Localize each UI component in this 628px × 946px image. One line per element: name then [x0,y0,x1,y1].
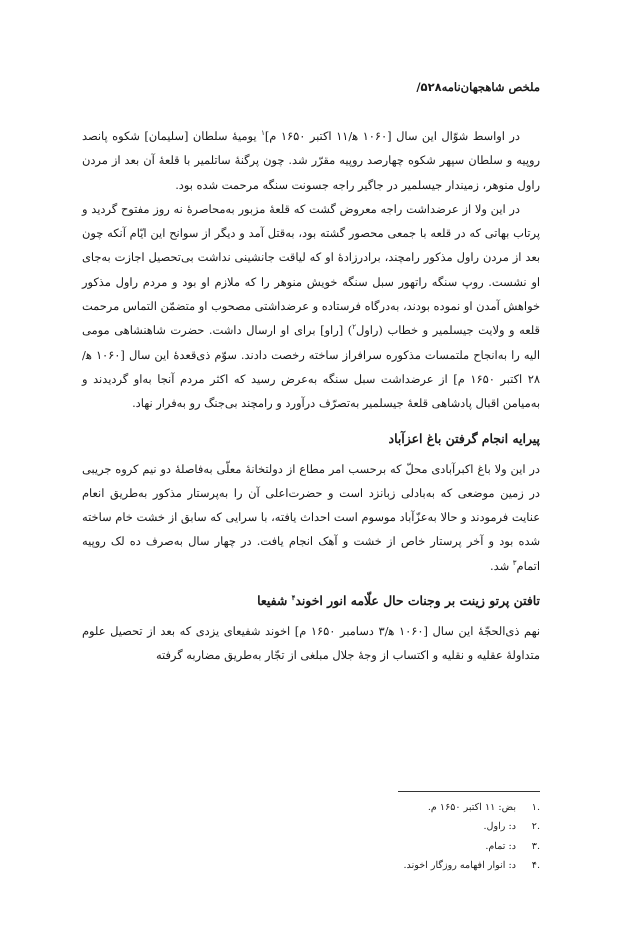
footnote-text: د: انوار افهامه روزگار اخوند. [403,860,516,872]
footnote-ref-4[interactable]: ۴ [291,592,296,602]
text-run: ) [راو] برای او ارسال داشت. حضرت شاهنشاهی مومی الیه را به‌انجاح ملتمسات مذکوره سرافراز ساخته رخصت دادند. سوّم ذی‌قعدهٔ این سال [۱۰۶۰ ه‍/۲۸ اکتبر ۱۶۵۰ م] از عرضداشت سبل سنگه به‌عرض رسید که اکثر مردم آنجا به‌او گردیدند و به‌میامن اقبال پادشاهی قلعهٔ جیسلمیر به‌تصرّف درآورد و رامچند بی‌جنگ رو به‌فرار نهاد. [82,323,541,411]
footnotes [403,798,540,876]
text-run: نهم ذی‌الحجّهٔ این سال [۱۰۶۰ ه‍/۳ دسامبر ۱۶۵۰ م] اخوند شفیعای یزدی که بعد از تحصیل علوم متداولهٔ عقلیه و نقلیه و اکتساب از وجهٔ جلال مبلغی از تجّار به‌طریق مضاربه گرفته [82,624,540,663]
header-title: ملخص شاهجهان‌نامه [441,80,540,94]
footnote-2 [403,817,540,836]
paragraph-1 [82,124,540,197]
section-heading-garden: پیرایه انجام گرفتن باغ اعزآباد [388,430,540,446]
footnote-ref-3[interactable]: ۳ [512,558,517,567]
text-run: در اواسط شوّال این سال [۱۰۶۰ ه‍/۱۱ اکتبر ۱۶۵۰ م] [264,129,520,143]
footnote-text: د: تمام. [485,840,516,852]
paragraph-akhund [82,619,540,668]
page-number: ۵۲۸/ [416,80,442,94]
footnote-number: .۲ [531,821,540,833]
text-run: شد. [490,558,513,573]
section-heading-akhund [82,590,540,612]
footnote-number: .۱ [531,802,540,813]
footnote-ref-2[interactable]: ۲ [352,323,356,332]
text-run: یومیهٔ سلطان [سلیمان] شکوه پانصد روپیه و سلطان سپهر شکوه چهارصد روپیه مقرّر شد. چون پرگنهٔ ساتلمیر با قلعهٔ آن بعد از مردن راول منوهر، زمیندار جیسلمیر در جاگیر راجه جسونت سنگه مرحمت شده بود. [82,129,540,192]
footnote-3 [403,837,540,856]
footnote-ref-1[interactable]: ۱ [261,129,265,138]
footnote-text: بض: ۱۱ اکتبر ۱۶۵۰ م. [427,802,516,813]
heading-run: تافتن پرتو زینت بر وجنات حال علّامه انور اخوند [295,593,540,609]
footnote-text: د: راول. [483,821,516,833]
heading-run: شفیعا [257,593,292,609]
footnote-divider [398,791,540,792]
footnote-1 [403,798,540,817]
text-run: در این ولا باغ اکبرآبادی محلّ که برحسب امر مطاع از دولتخانهٔ معلّی به‌فاصلهٔ دو نیم کروه جریبی در زمین موضعی که به‌بادلی زبانزد است و حضرت‌اعلی آن را به‌پرستار مذکور به‌طریق انعام عنایت فرمودند و حالا به‌عزّآباد موسوم است احداث یافته، با سرایی که سابق از خشت خام ساخته شده بود و آخر پرستار خاص از خشت و آهک انجام یافت. در چهار سال به‌صرف ده لک روپیه اتمام [82,461,540,573]
footnote-number: .۴ [531,860,540,872]
paragraph-garden [82,457,540,578]
footnote-4 [403,856,540,875]
body-text [82,124,540,668]
running-header [416,80,540,94]
paragraph-2 [82,197,540,416]
text-run: در این ولا از عرضداشت راجه معروض گشت که قلعهٔ مزبور به‌محاصرهٔ نه روز مفتوح گردید و پرتاب بهاتی که در قلعه با جمعی محصور گشته بود، به‌قتل آمد و دیگر از سوانح این ایّام آنکه چون بعد از مردن راول مذکور رامچند، برادرزادهٔ او که لیاقت جانشینی نداشت بی‌تحصیل اجازت به‌جای او نشست. روپ سنگه راتهور سبل سنگه خویش منوهر را که ملازم او بود و مردم راول مذکور خواهش آمدن او نموده بودند، به‌درگاه فرستاده و عرضداشتی مصحوب او متضمّن التماس مرحمت قلعه و ولایت جیسلمیر و خطاب (راول [82,201,540,338]
footnote-number: .۳ [531,840,540,852]
